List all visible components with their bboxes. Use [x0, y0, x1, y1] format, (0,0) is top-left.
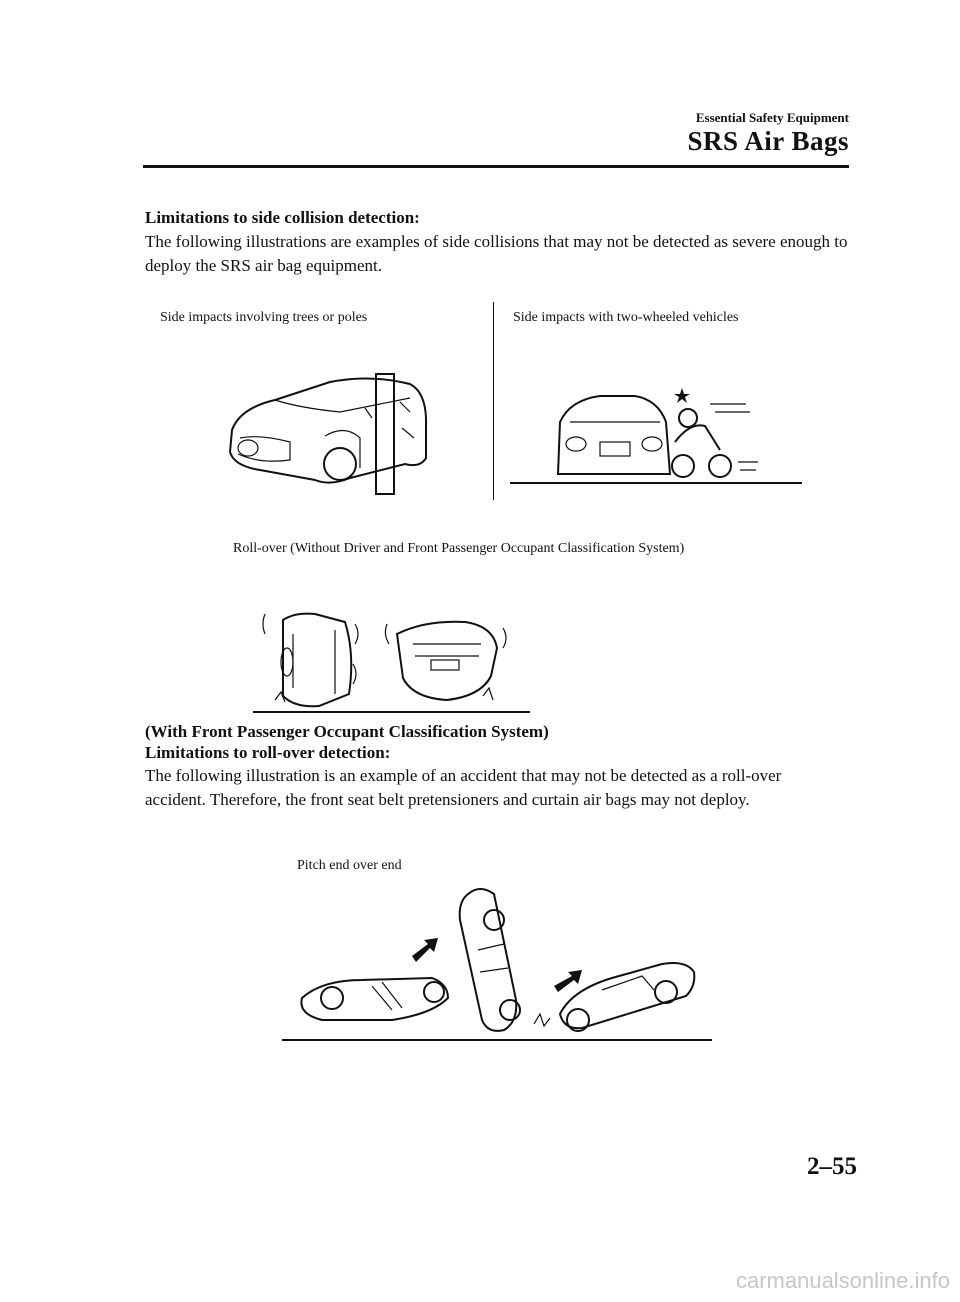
caption-pitch: Pitch end over end	[297, 858, 402, 873]
header-rule	[143, 165, 849, 168]
caption-two-wheeled: Side impacts with two-wheeled vehicles	[513, 310, 739, 325]
rollover-body: The following illustration is an example of an accident that may not be detected as a roll-over accident. Therefore, the front seat belt pretensioners and curtain air bags may not deploy.	[145, 766, 782, 809]
rollover-illustration	[235, 604, 530, 716]
section-label: Essential Safety Equipment	[695, 110, 849, 125]
rollover-condition: (With Front Passenger Occupant Classification System)	[145, 722, 549, 741]
watermark: carmanualsonline.info	[735, 1268, 950, 1293]
rollover-heading: Limitations to roll-over detection:	[145, 743, 391, 762]
caption-trees-poles: Side impacts involving trees or poles	[160, 310, 368, 325]
side-collision-heading: Limitations to side collision detection:	[145, 208, 420, 227]
column-divider	[493, 302, 494, 500]
chapter-title: SRS Air Bags	[687, 126, 849, 156]
motorcycle-illustration	[510, 382, 802, 488]
page-number: 2–55	[807, 1153, 857, 1180]
pitch-end-over-end-illustration	[282, 880, 712, 1042]
caption-rollover: Roll-over (Without Driver and Front Passenger Occupant Classification System)	[233, 541, 685, 556]
side-collision-intro: The following illustrations are examples of side collisions that may not be detected as severe enough to deploy the SRS air bag equipment.	[145, 232, 848, 275]
car-pole-illustration	[220, 368, 435, 498]
